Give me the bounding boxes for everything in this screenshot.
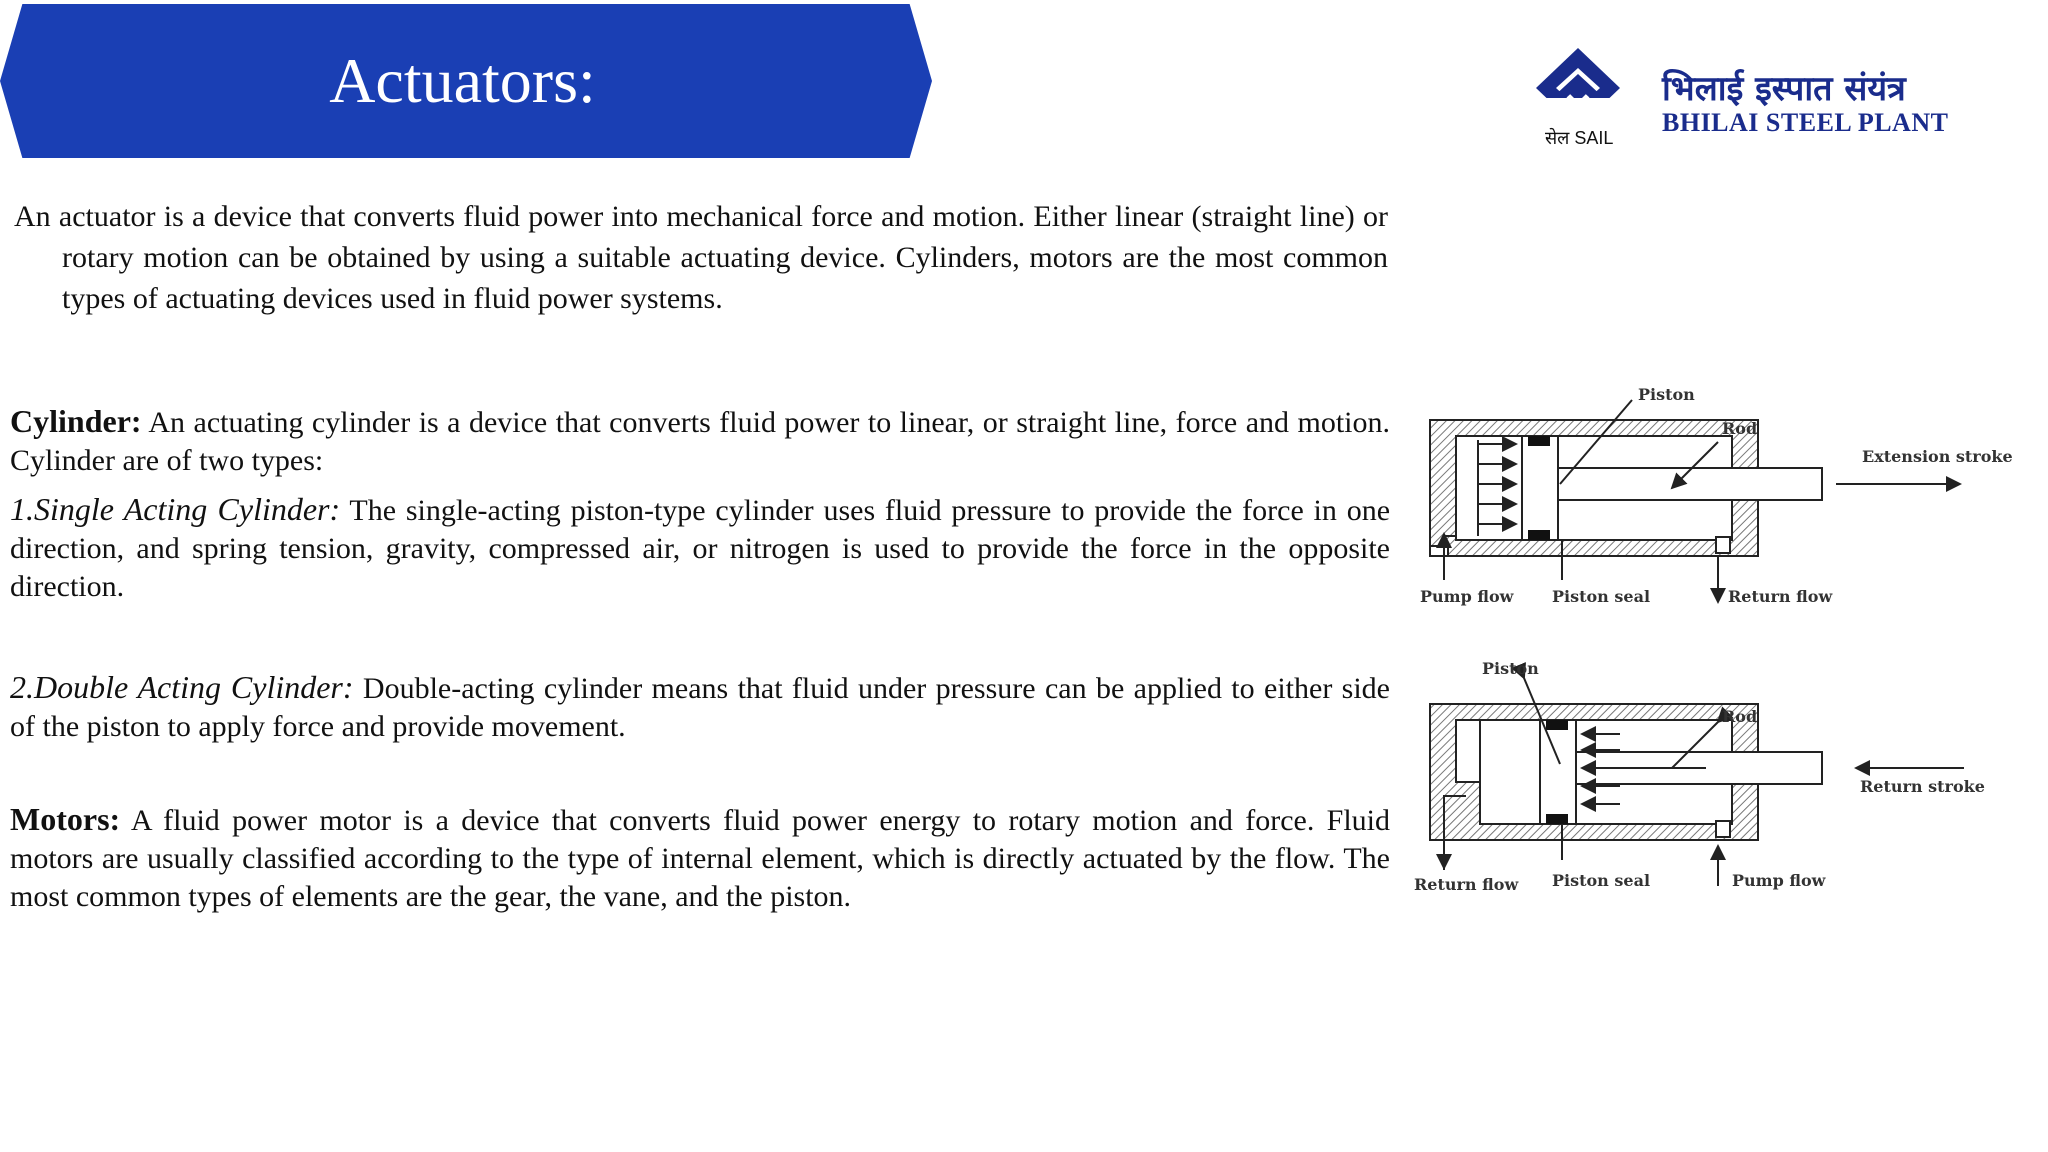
motors-heading: Motors:: [10, 801, 121, 837]
label-piston: Piston: [1638, 385, 1695, 404]
label-pump-flow: Pump flow: [1732, 871, 1826, 890]
label-return-flow: Return flow: [1414, 875, 1519, 894]
double-acting-cylinder-diagram: [1410, 660, 2020, 910]
label-rod: Rod: [1722, 707, 1758, 726]
label-extension-stroke: Extension stroke: [1862, 447, 2013, 466]
label-return-flow: Return flow: [1728, 587, 1833, 606]
double-acting-paragraph: [10, 668, 1390, 746]
label-piston-seal: Piston seal: [1552, 871, 1651, 890]
label-return-stroke: Return stroke: [1860, 777, 1985, 796]
double-acting-heading: 2.Double Acting Cylinder:: [10, 669, 354, 705]
sail-logo-icon: [1528, 46, 1628, 126]
label-pump-flow: Pump flow: [1420, 587, 1514, 606]
label-piston: Piston: [1482, 660, 1539, 678]
cylinder-text: An actuating cylinder is a device that converts fluid power to linear, or straight line, force and motion. Cylinder are of two types:: [10, 406, 1390, 477]
single-acting-paragraph: [10, 490, 1390, 606]
label-piston-seal: Piston seal: [1552, 587, 1651, 606]
label-rod: Rod: [1722, 419, 1758, 438]
logo-caption: सेल SAIL: [1545, 128, 1614, 148]
intro-paragraph: An actuator is a device that converts fluid power into mechanical force and motion. Either linear (straight line) or rotary motion can be obtained by using a suitable actuating device. Cylinders, motors are the most common types of actuating devices used in fluid power systems.: [14, 200, 1388, 315]
single-acting-cylinder-diagram: [1410, 380, 2020, 620]
motors-text: A fluid power motor is a device that converts fluid power energy to rotary motion and force. Fluid motors are usually classified according to the type of internal element, which is directly actuated by the flow. The most common types of elements are the gear, the vane, and the piston.: [10, 804, 1390, 913]
single-acting-text: The single-acting piston-type cylinder uses fluid pressure to provide the force in one direction, and spring tension, gravity, compressed air, or nitrogen is used to provide the force in the opposite direction.: [10, 494, 1391, 603]
double-acting-text: Double-acting cylinder means that fluid under pressure can be applied to either side of the piston to apply force and provide movement.: [10, 672, 1391, 743]
page-title: Actuators:: [329, 45, 596, 116]
single-acting-heading: 1.Single Acting Cylinder:: [10, 491, 341, 527]
org-name-english: BHILAI STEEL PLANT: [1662, 108, 1949, 137]
org-name-hindi: भिलाई इस्पात संयंत्र: [1662, 69, 1906, 109]
motors-paragraph: [10, 800, 1390, 916]
cylinder-paragraph: [10, 402, 1390, 480]
cylinder-heading: Cylinder:: [10, 403, 142, 439]
